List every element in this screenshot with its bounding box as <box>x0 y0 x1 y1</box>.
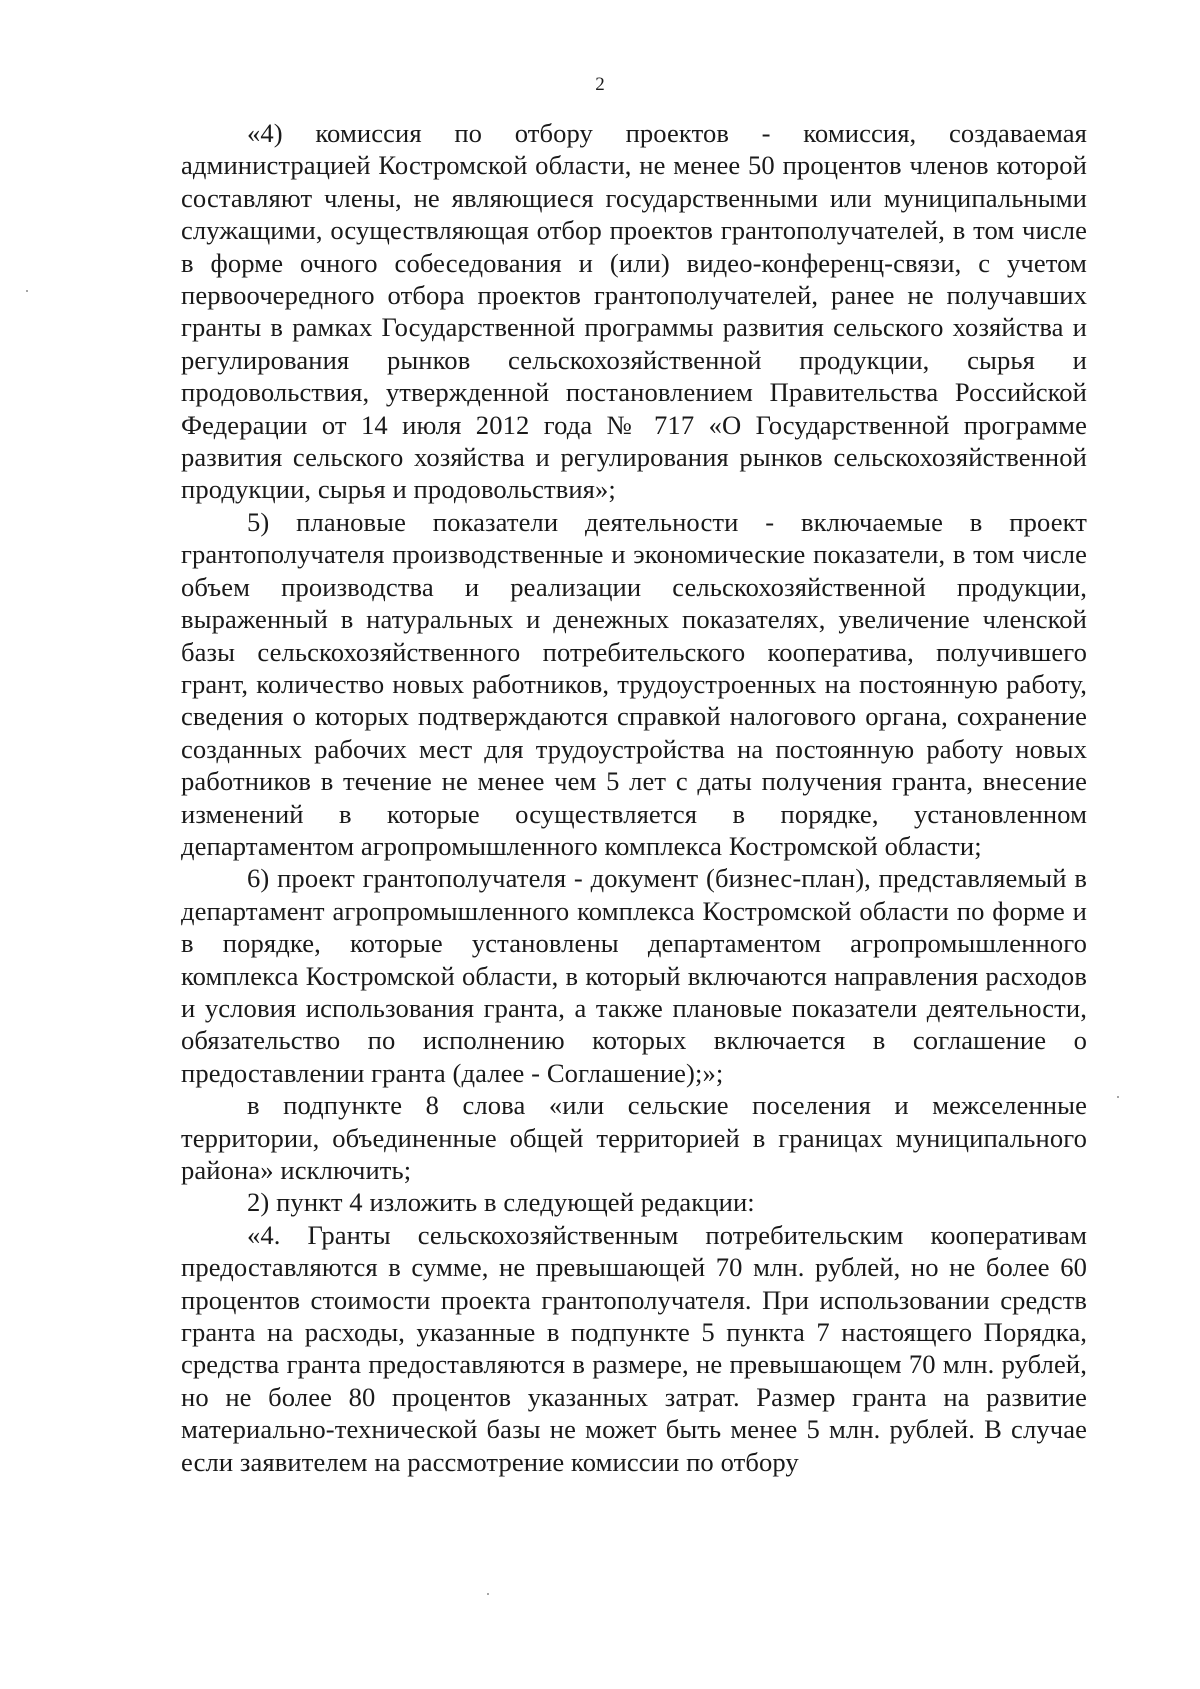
paragraph-commission-definition: «4) комиссия по отбору проектов - комиссия, создаваемая администрацией Костромской области, не менее 50 процентов членов которой составляют члены, не являющиеся государственными или муниципальными служащими, осуществляющая отбор проектов грантополучателей, в том числе в форме очного собеседования и (или) видео-конференц-связи, с учетом первоочередного отбора проектов грантополучателей, ранее не получавших гранты в рамках Государственной программы развития сельского хозяйства и регулирования рынков сельскохозяйственной продукции, сырья и продовольствия, утвержденной постановлением Правительства Российской Федерации от 14 июля 2012 года № 717 «О Государственной программе развития сельского хозяйства и регулирования рынков сельскохозяйственной продукции, сырья и продовольствия»; <box>181 118 1087 505</box>
paragraph-point-4-intro: 2) пункт 4 изложить в следующей редакции: <box>247 1187 755 1218</box>
scan-speck <box>1117 1096 1119 1098</box>
scan-speck <box>26 290 28 292</box>
paragraph-planned-indicators: 5) плановые показатели деятельности - включаемые в проект грантополучателя производственные и экономические показатели, в том числе объем производства и реализации сельскохозяйственной продукции, выраженный в натуральных и денежных показателях, увеличение членской базы сельскохозяйственного потребительского кооператива, получившего грант, количество новых работников, трудоустроенных на постоянную работу, сведения о которых подтверждаются справкой налогового органа, сохранение созданных рабочих мест для трудоустройства на постоянную работу новых работников в течение не менее чем 5 лет с даты получения гранта, внесение изменений в которые осуществляется в порядке, установленном департаментом агропромышленного комплекса Костромской области; <box>181 506 1087 861</box>
page-number: 2 <box>595 74 605 95</box>
scan-speck <box>487 1593 489 1595</box>
document-body <box>181 117 1087 1478</box>
paragraph-point-4-text: «4. Гранты сельскохозяйственным потребительским кооперативам предоставляются в сумме, не превышающей 70 млн. рублей, но не более 60 процентов стоимости проекта грантополучателя. При использовании средств гранта на расходы, указанные в подпункте 5 пункта 7 настоящего Порядка, средства гранта предоставляются в размере, не превышающем 70 млн. рублей, но не более 80 процентов указанных затрат. Размер гранта на развитие материально-технической базы не может быть менее 5 млн. рублей. В случае если заявителем на рассмотрение комиссии по отбору <box>181 1219 1087 1477</box>
paragraph-grantee-project: 6) проект грантополучателя - документ (бизнес-план), представляемый в департамент агропромышленного комплекса Костромской области по форме и в порядке, которые установлены департаментом агропромышленного комплекса Костромской области, в который включаются направления расходов и условия использования гранта, а также плановые показатели деятельности, обязательство по исполнению которых включается в соглашение о предоставлении гранта (далее - Соглашение);»; <box>181 863 1087 1088</box>
paragraph-subpoint-8: в подпункте 8 слова «или сельские поселения и межселенные территории, объединенные общей территорией в границах муниципального района» исключить; <box>181 1090 1087 1185</box>
